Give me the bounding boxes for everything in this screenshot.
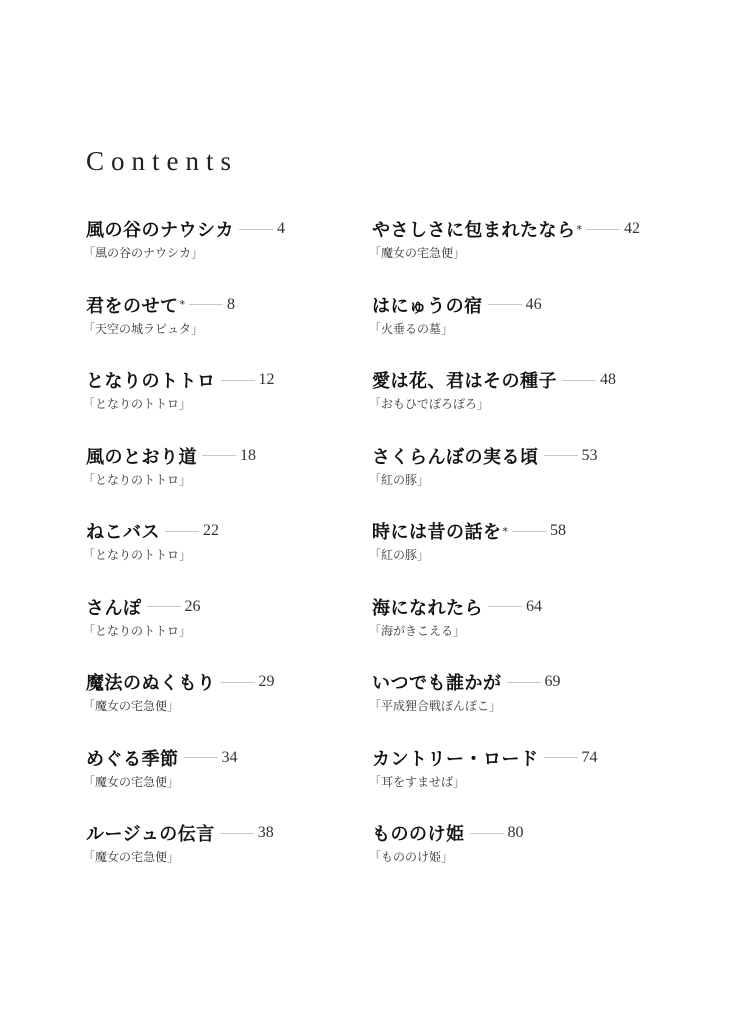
page-number: 80 bbox=[507, 824, 524, 841]
toc-entry[interactable] bbox=[369, 291, 662, 367]
page-number: 12 bbox=[258, 371, 275, 388]
film-title: 「魔女の宅急便」 bbox=[83, 850, 180, 864]
leader-line bbox=[147, 606, 181, 607]
leader-line bbox=[586, 229, 620, 230]
page-number: 26 bbox=[184, 597, 201, 615]
leader-line bbox=[544, 757, 578, 758]
page-title: Contents bbox=[86, 146, 239, 177]
song-title: 愛は花、君はその種子 bbox=[372, 371, 557, 392]
leader-line bbox=[189, 304, 223, 305]
film-title: 「おもひでぽろぽろ」 bbox=[369, 397, 490, 411]
toc-entry[interactable] bbox=[369, 442, 662, 518]
toc-entry[interactable] bbox=[83, 517, 376, 593]
page-number: 8 bbox=[227, 295, 235, 313]
toc-entry[interactable] bbox=[83, 819, 376, 895]
song-title: ルージュの伝言 bbox=[86, 824, 215, 845]
leader-line bbox=[488, 304, 522, 305]
film-title: 「風の谷のナウシカ」 bbox=[83, 246, 204, 260]
film-title: 「天空の城ラピュタ」 bbox=[83, 321, 204, 336]
page-number: 64 bbox=[526, 597, 542, 615]
film-title: 「海がきこえる」 bbox=[369, 623, 466, 638]
page-number: 22 bbox=[203, 522, 219, 539]
toc-entry[interactable] bbox=[83, 291, 376, 367]
leader-line bbox=[512, 531, 546, 532]
leader-line bbox=[165, 531, 199, 532]
page-number: 46 bbox=[525, 295, 542, 313]
page-number: 53 bbox=[581, 446, 598, 464]
film-title: 「魔女の宅急便」 bbox=[83, 699, 180, 713]
leader-line bbox=[470, 833, 504, 834]
toc-entry[interactable] bbox=[83, 366, 376, 442]
asterisk-mark: * bbox=[576, 222, 582, 236]
song-title: 風の谷のナウシカ bbox=[86, 220, 234, 241]
song-title: 海になれたら bbox=[372, 597, 483, 619]
page-number: 34 bbox=[221, 748, 238, 766]
song-title: めぐる季節 bbox=[86, 748, 179, 770]
film-title: 「となりのトトロ」 bbox=[83, 623, 192, 638]
song-title: いつでも誰かが bbox=[372, 673, 502, 694]
toc-entry[interactable] bbox=[369, 593, 662, 669]
film-title: 「紅の豚」 bbox=[369, 472, 430, 487]
leader-line bbox=[507, 682, 541, 683]
song-title: ねこバス bbox=[86, 522, 160, 543]
contents-right-column bbox=[369, 215, 662, 895]
film-title: 「魔女の宅急便」 bbox=[369, 246, 466, 260]
leader-line bbox=[202, 455, 236, 456]
song-title: 君をのせて bbox=[86, 295, 179, 317]
toc-entry[interactable] bbox=[369, 744, 662, 820]
asterisk-mark: * bbox=[502, 524, 508, 538]
toc-entry[interactable] bbox=[83, 215, 376, 291]
film-title: 「となりのトトロ」 bbox=[83, 548, 192, 562]
toc-entry[interactable] bbox=[369, 215, 662, 291]
song-title: 時には昔の話を bbox=[372, 522, 502, 543]
page-number: 58 bbox=[550, 522, 566, 539]
song-title: カントリー・ロード bbox=[372, 748, 539, 770]
song-title: はにゅうの宿 bbox=[372, 295, 483, 317]
film-title: 「耳をすませば」 bbox=[369, 774, 466, 789]
leader-line bbox=[221, 682, 255, 683]
page-number: 42 bbox=[624, 220, 640, 237]
toc-entry[interactable] bbox=[369, 517, 662, 593]
song-title: もののけ姫 bbox=[372, 824, 465, 845]
toc-entry[interactable] bbox=[83, 593, 376, 669]
toc-entry[interactable] bbox=[369, 366, 662, 442]
song-title: 魔法のぬくもり bbox=[86, 673, 216, 694]
film-title: 「となりのトトロ」 bbox=[83, 472, 192, 487]
film-title: 「平成狸合戦ぽんぽこ」 bbox=[369, 699, 502, 713]
leader-line bbox=[184, 757, 218, 758]
page-number: 74 bbox=[581, 748, 598, 766]
contents-left-column bbox=[83, 215, 376, 895]
leader-line bbox=[220, 833, 254, 834]
asterisk-mark: * bbox=[179, 298, 185, 311]
film-title: 「魔女の宅急便」 bbox=[83, 774, 180, 789]
page-number: 38 bbox=[257, 824, 274, 841]
leader-line bbox=[239, 229, 273, 230]
toc-entry[interactable] bbox=[83, 668, 376, 744]
page-number: 4 bbox=[277, 220, 285, 237]
page-number: 48 bbox=[600, 371, 616, 388]
song-title: となりのトトロ bbox=[86, 371, 216, 392]
film-title: 「となりのトトロ」 bbox=[83, 397, 192, 411]
leader-line bbox=[562, 380, 596, 381]
leader-line bbox=[488, 606, 522, 607]
toc-entry[interactable] bbox=[83, 744, 376, 820]
toc-entry[interactable] bbox=[369, 819, 662, 895]
toc-entry[interactable] bbox=[83, 442, 376, 518]
page-number: 29 bbox=[258, 673, 275, 690]
song-title: さくらんぼの実る頃 bbox=[372, 446, 539, 468]
song-title: 風のとおり道 bbox=[86, 446, 197, 468]
leader-line bbox=[221, 380, 255, 381]
leader-line bbox=[544, 455, 578, 456]
page-number: 18 bbox=[240, 446, 256, 464]
page-number: 69 bbox=[544, 673, 561, 690]
song-title: やさしさに包まれたなら bbox=[372, 220, 576, 241]
song-title: さんぽ bbox=[86, 597, 142, 619]
film-title: 「紅の豚」 bbox=[369, 548, 430, 562]
toc-entry[interactable] bbox=[369, 668, 662, 744]
film-title: 「火垂るの墓」 bbox=[369, 321, 454, 336]
film-title: 「もののけ姫」 bbox=[369, 850, 454, 864]
